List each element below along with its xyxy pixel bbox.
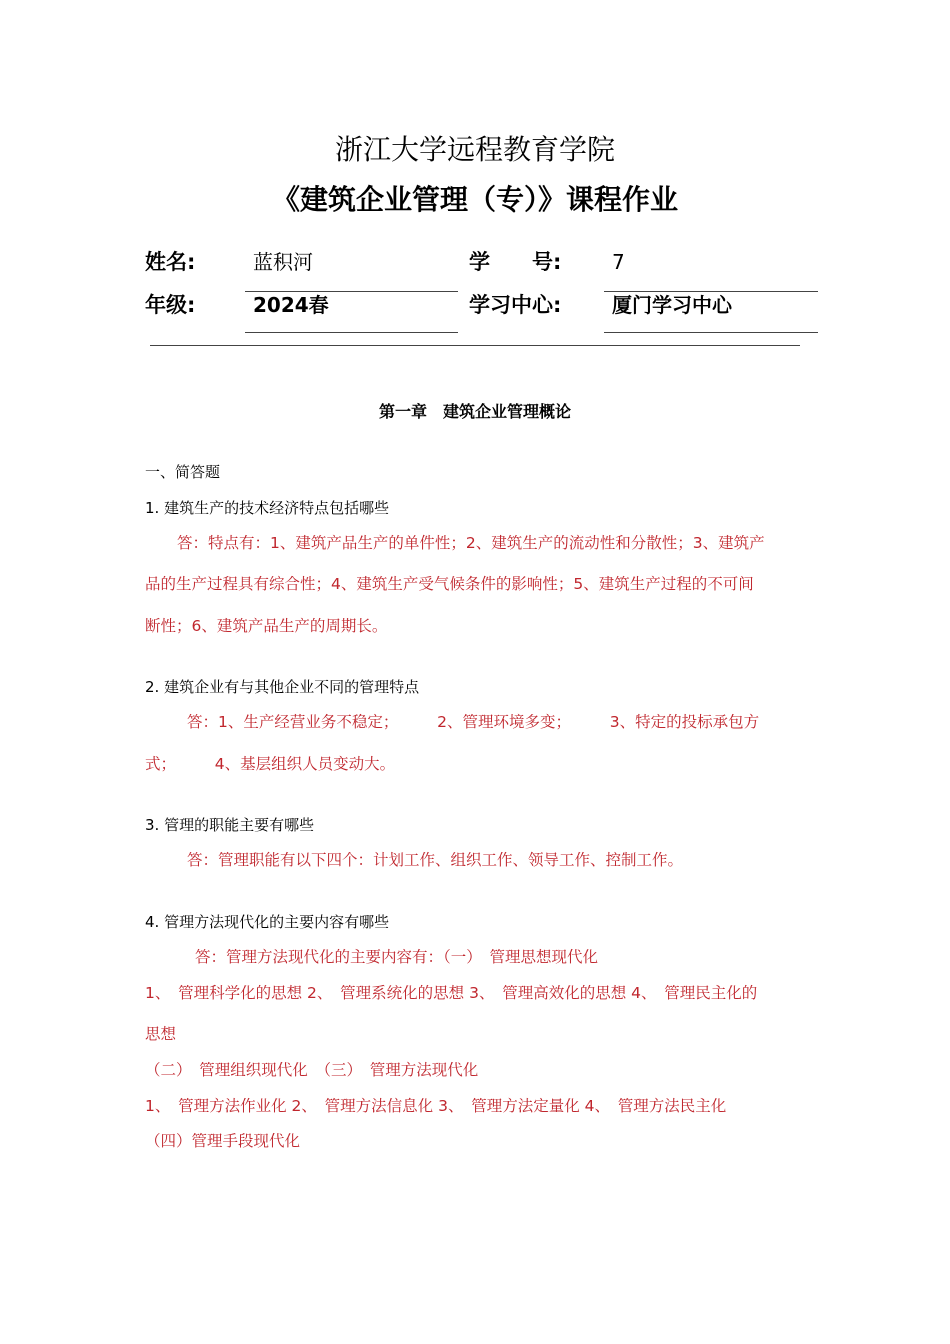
learning-center-value: 厦门学习中心 <box>612 293 732 317</box>
question-4: 4. 管理方法现代化的主要内容有哪些 <box>145 913 390 931</box>
answer-1-line-1: 答：特点有：1、建筑产品生产的单件性；2、建筑生产的流动性和分散性；3、建筑产 <box>177 534 765 552</box>
underline <box>604 332 818 333</box>
section-heading: 一、简答题 <box>145 463 221 481</box>
institution-title: 浙江大学远程教育学院 <box>334 133 615 166</box>
chapter-title: 第一章 建筑企业管理概论 <box>378 402 571 421</box>
underline <box>245 332 458 333</box>
answer-4-line-2: 1、 管理科学化的思想 2、 管理系统化的思想 3、 管理高效化的思想 4、 管理民主化的 <box>145 984 758 1002</box>
answer-4-line-6: （四）管理手段现代化 <box>145 1132 301 1150</box>
grade-value: 2024春 <box>253 293 329 317</box>
answer-4-line-4: （二） 管理组织现代化 （三） 管理方法现代化 <box>145 1061 479 1079</box>
answer-4-line-3: 思想 <box>145 1025 177 1043</box>
question-3: 3. 管理的职能主要有哪些 <box>145 816 315 834</box>
answer-4-line-5: 1、 管理方法作业化 2、 管理方法信息化 3、 管理方法定量化 4、 管理方法民主化 <box>145 1097 727 1115</box>
answer-1-line-2: 品的生产过程具有综合性；4、建筑生产受气候条件的影响性；5、建筑生产过程的不可间 <box>145 575 754 593</box>
name-value: 蓝积河 <box>253 250 313 274</box>
student-id-value: 7 <box>612 250 625 274</box>
course-title: 《建筑企业管理（专）》课程作业 <box>271 183 678 216</box>
question-2: 2. 建筑企业有与其他企业不同的管理特点 <box>145 678 420 696</box>
header-divider <box>150 345 800 346</box>
grade-label: 年级: <box>145 293 196 317</box>
student-id-label: 学 号: <box>469 250 562 274</box>
answer-2-line-2: 式； 4、基层组织人员变动大。 <box>145 755 396 773</box>
answer-2-line-1: 答：1、生产经营业务不稳定； 2、管理环境多变； 3、特定的投标承包方 <box>187 713 760 731</box>
name-label: 姓名: <box>145 250 196 274</box>
question-1: 1. 建筑生产的技术经济特点包括哪些 <box>145 499 390 517</box>
answer-1-line-3: 断性；6、建筑产品生产的周期长。 <box>145 617 388 635</box>
answer-3-line-1: 答：管理职能有以下四个：计划工作、组织工作、领导工作、控制工作。 <box>187 851 684 869</box>
learning-center-label: 学习中心: <box>469 293 562 317</box>
answer-4-line-1: 答：管理方法现代化的主要内容有：（一） 管理思想现代化 <box>195 948 599 966</box>
